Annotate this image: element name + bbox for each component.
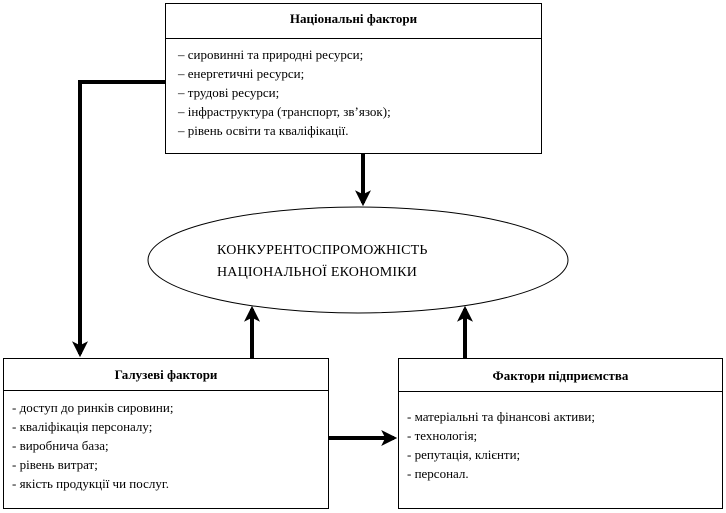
- list-item: - рівень витрат;: [12, 457, 98, 472]
- enterprise-factors-title: Фактори підприємства: [399, 359, 722, 392]
- list-item: – рівень освіти та кваліфікації.: [178, 123, 349, 138]
- enterprise-factors-list: [399, 392, 722, 483]
- list-item: - матеріальні та фінансові активи;: [407, 409, 595, 424]
- sector-factors-title: Галузеві фактори: [4, 359, 328, 391]
- sector-factors-list: [4, 391, 328, 493]
- competitiveness-line-1: КОНКУРЕНТОСПРОМОЖНІСТЬ: [217, 243, 428, 258]
- list-item: - технологія;: [407, 428, 478, 443]
- list-item: - персонал.: [407, 466, 469, 481]
- list-item: - кваліфікація персоналу;: [12, 419, 153, 434]
- arrow-national-to-sector: [80, 82, 165, 354]
- national-factors-list: [166, 39, 541, 140]
- list-item: - репутація, клієнти;: [407, 447, 521, 462]
- enterprise-factors-box: [398, 358, 723, 509]
- list-item: - якість продукції чи послуг.: [12, 476, 169, 491]
- list-item: - виробнича база;: [12, 438, 109, 453]
- list-item: - доступ до ринків сировини;: [12, 400, 174, 415]
- national-factors-title: Національні фактори: [166, 4, 541, 39]
- competitiveness-label: [217, 240, 428, 284]
- list-item: – енергетичні ресурси;: [178, 66, 305, 81]
- list-item: – сировинні та природні ресурси;: [178, 47, 364, 62]
- list-item: – трудові ресурси;: [178, 85, 280, 100]
- national-factors-box: [165, 3, 542, 154]
- sector-factors-box: [3, 358, 329, 509]
- list-item: – інфраструктура (транспорт, зв’язок);: [178, 104, 391, 119]
- competitiveness-line-2: НАЦІОНАЛЬНОЇ ЕКОНОМІКИ: [217, 265, 418, 280]
